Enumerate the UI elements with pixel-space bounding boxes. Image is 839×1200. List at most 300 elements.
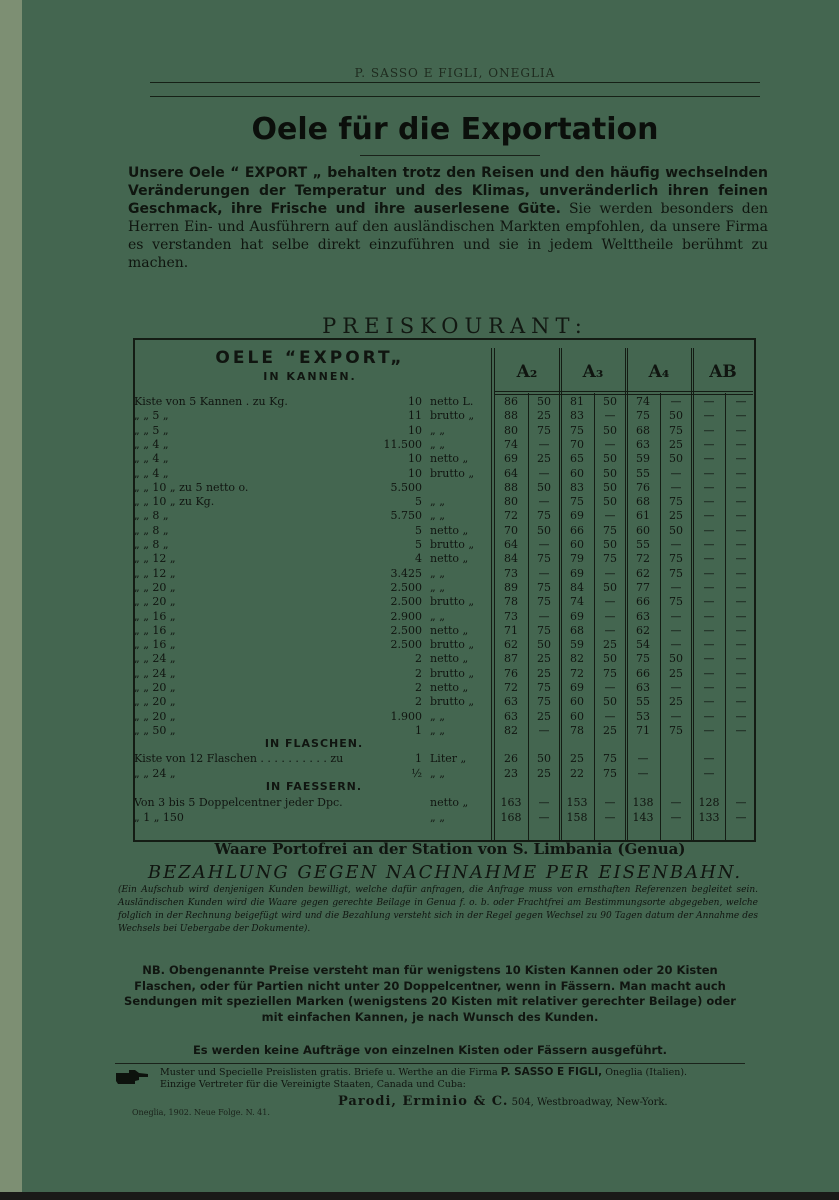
row-price: — xyxy=(604,681,616,694)
row-quantity: 2.500 xyxy=(390,623,422,637)
row-price: 75 xyxy=(537,580,551,594)
row-price: 69 xyxy=(570,681,584,694)
row-description: „ „ 16 „ xyxy=(134,623,176,637)
row-price: — xyxy=(604,595,616,609)
row-type: brutto „ xyxy=(430,466,475,480)
table-row xyxy=(134,624,754,638)
row-price: — xyxy=(735,595,747,609)
row-price: 25 xyxy=(669,437,683,451)
row-price: — xyxy=(604,409,616,423)
table-row xyxy=(134,524,754,538)
row-price: 26 xyxy=(504,752,518,765)
row-price: 72 xyxy=(636,552,650,566)
row-price: — xyxy=(703,623,715,637)
row-price: 78 xyxy=(504,595,518,609)
row-price: 69 xyxy=(570,609,584,623)
row-price: 75 xyxy=(669,595,683,609)
row-price: 62 xyxy=(636,566,650,580)
row-price: — xyxy=(735,423,747,437)
row-price: 153 xyxy=(566,796,588,809)
product-subtitle: IN KANNEN. xyxy=(263,370,357,383)
row-price: 60 xyxy=(570,709,584,723)
table-row xyxy=(134,552,754,566)
row-price: — xyxy=(604,509,616,523)
col-head-ab: AB xyxy=(709,362,737,382)
table-row xyxy=(134,610,754,624)
row-price: — xyxy=(735,552,747,566)
row-quantity: 5 xyxy=(415,495,422,509)
table-row xyxy=(134,409,754,423)
row-price: 68 xyxy=(636,495,650,509)
row-description: „ „ 4 „ xyxy=(134,466,169,480)
row-price: 82 xyxy=(570,652,584,666)
row-price: — xyxy=(703,638,715,652)
footer-rule xyxy=(115,1063,745,1064)
row-price: 64 xyxy=(504,538,518,551)
row-price: — xyxy=(604,811,616,824)
row-type: „ „ xyxy=(430,437,445,451)
row-price: — xyxy=(703,723,715,737)
row-quantity: 2 xyxy=(415,695,422,709)
row-description: „ „ 24 „ xyxy=(134,766,176,780)
col-head-a3: A₃ xyxy=(582,362,604,382)
row-price: — xyxy=(703,423,715,437)
row-price: 50 xyxy=(603,452,617,466)
row-price: 60 xyxy=(636,523,650,537)
row-price: — xyxy=(735,723,747,737)
row-price: 50 xyxy=(603,652,617,666)
row-price: — xyxy=(703,452,715,466)
row-price: 62 xyxy=(504,638,518,652)
row-price: — xyxy=(538,466,550,480)
row-type: brutto „ xyxy=(430,695,475,709)
row-price: 72 xyxy=(504,681,518,694)
row-price: — xyxy=(703,395,715,408)
row-price: 80 xyxy=(504,495,518,509)
table-row xyxy=(134,509,754,523)
row-price: 50 xyxy=(669,523,683,537)
row-quantity: 2.900 xyxy=(390,609,422,623)
row-price: 75 xyxy=(537,423,551,437)
row-description: „ „ 12 „ xyxy=(134,566,176,580)
row-price: 81 xyxy=(570,395,584,408)
row-price: — xyxy=(703,695,715,709)
row-price: — xyxy=(670,681,682,694)
row-description: „ „ 50 „ xyxy=(134,723,176,737)
row-price: 63 xyxy=(504,709,518,723)
row-price: — xyxy=(703,523,715,537)
row-price: 83 xyxy=(570,409,584,423)
row-price: — xyxy=(670,811,682,824)
row-quantity: 2.500 xyxy=(390,638,422,652)
row-price: — xyxy=(538,495,550,509)
row-quantity: 5 xyxy=(415,523,422,537)
row-price: 25 xyxy=(537,652,551,666)
row-type: „ „ xyxy=(430,423,445,437)
row-quantity: ½ xyxy=(411,766,422,780)
page-title: Oele für die Exportation xyxy=(251,112,659,147)
row-price: 70 xyxy=(570,437,584,451)
row-description: „ „ 4 „ xyxy=(134,437,169,451)
row-price: — xyxy=(735,495,747,509)
row-price: — xyxy=(703,752,715,765)
table-row xyxy=(134,638,754,652)
row-quantity: 2 xyxy=(415,681,422,694)
row-description: „ „ 4 „ xyxy=(134,452,169,466)
row-description: „ „ 24 „ xyxy=(134,666,176,680)
row-price: 50 xyxy=(537,752,551,765)
row-price: 75 xyxy=(537,695,551,709)
table-row xyxy=(134,438,754,452)
table-row xyxy=(134,467,754,481)
row-type: „ „ xyxy=(430,509,445,523)
row-price: 75 xyxy=(537,552,551,566)
row-price: 25 xyxy=(603,638,617,652)
row-price: 69 xyxy=(504,452,518,466)
row-price: — xyxy=(703,609,715,623)
row-price: 163 xyxy=(500,796,522,809)
row-type: netto „ xyxy=(430,681,469,694)
row-price: 80 xyxy=(504,423,518,437)
row-description: „ „ 10 „ zu Kg. xyxy=(134,495,215,509)
row-price: — xyxy=(670,580,682,594)
row-description: „ 1 „ 150 xyxy=(134,811,184,824)
row-price: — xyxy=(538,796,550,809)
row-price: 88 xyxy=(504,480,518,494)
table-row xyxy=(134,452,754,466)
row-price: — xyxy=(670,709,682,723)
row-price: — xyxy=(538,437,550,451)
row-type: netto „ xyxy=(430,796,469,809)
row-price: 62 xyxy=(636,623,650,637)
row-price: — xyxy=(703,666,715,680)
row-quantity: 1 xyxy=(415,723,422,737)
row-price: — xyxy=(735,466,747,480)
row-price: — xyxy=(735,452,747,466)
footer-firm: P. SASSO E FIGLI, xyxy=(500,1066,603,1078)
row-quantity: 10 xyxy=(408,395,422,408)
row-quantity: 11 xyxy=(408,409,422,423)
row-price: 25 xyxy=(537,666,551,680)
row-price: 54 xyxy=(636,638,650,652)
row-price: — xyxy=(735,609,747,623)
row-quantity: 5.500 xyxy=(390,480,422,494)
paper-edge xyxy=(0,0,22,1200)
row-quantity: 10 xyxy=(408,452,422,466)
row-price: 76 xyxy=(636,480,650,494)
row-price: 168 xyxy=(500,811,522,824)
row-price: — xyxy=(735,666,747,680)
row-price: 50 xyxy=(603,466,617,480)
row-type: „ „ xyxy=(430,609,445,623)
table-row xyxy=(134,710,754,724)
row-price: 50 xyxy=(669,652,683,666)
row-price: — xyxy=(703,552,715,566)
row-price: — xyxy=(735,409,747,423)
row-price: 50 xyxy=(603,480,617,494)
row-price: 25 xyxy=(537,709,551,723)
row-type: „ „ xyxy=(430,766,445,780)
row-price: — xyxy=(735,623,747,637)
row-price: — xyxy=(604,437,616,451)
row-price: — xyxy=(703,681,715,694)
row-price: — xyxy=(670,466,682,480)
row-price: 25 xyxy=(669,509,683,523)
row-price: 68 xyxy=(570,623,584,637)
row-price: 75 xyxy=(537,681,551,694)
nb-last-line: Es werden keine Aufträge von einzelnen Kisten oder Fässern ausgeführt. xyxy=(192,1043,668,1057)
row-price: 73 xyxy=(504,609,518,623)
paper-bottom-edge xyxy=(0,1192,839,1200)
row-price: 55 xyxy=(636,538,650,551)
row-price: 89 xyxy=(504,580,518,594)
row-type: netto „ xyxy=(430,652,469,666)
row-price: 50 xyxy=(537,480,551,494)
table-row xyxy=(134,724,754,738)
row-price: — xyxy=(735,652,747,666)
row-price: 73 xyxy=(504,566,518,580)
row-price: 50 xyxy=(603,423,617,437)
row-price: 72 xyxy=(504,509,518,523)
row-price: 55 xyxy=(636,695,650,709)
row-price: 72 xyxy=(570,666,584,680)
row-type: „ „ xyxy=(430,811,445,824)
intro-bold: Unsere Oele “ EXPORT „ behalten trotz den Reisen und den häufig wechselnden Veränderungen der Temperatur und des Klimas, unveränderlich ihren feinen Geschmack, ihre Frische und ihre auserlesene Güte. xyxy=(128,165,768,217)
col-head-a4: A₄ xyxy=(648,362,670,382)
row-price: — xyxy=(538,723,550,737)
table-row xyxy=(134,424,754,438)
row-quantity: 2 xyxy=(415,652,422,666)
row-price: — xyxy=(703,766,715,780)
row-price: 75 xyxy=(537,623,551,637)
row-price: 75 xyxy=(669,723,683,737)
row-quantity: 11.500 xyxy=(383,437,422,451)
row-type: brutto „ xyxy=(430,638,475,652)
row-price: — xyxy=(637,766,649,780)
row-price: 59 xyxy=(570,638,584,652)
row-price: 63 xyxy=(636,609,650,623)
footer-small-print: Oneglia, 1902. Neue Folge. N. 41. xyxy=(132,1108,270,1117)
row-price: 25 xyxy=(669,695,683,709)
row-price: 22 xyxy=(570,766,584,780)
row-price: 143 xyxy=(632,811,654,824)
portofrei-line: Waare Portofrei an der Station von S. Limbania (Genua) xyxy=(214,840,686,858)
section-flaschen: IN FLASCHEN. xyxy=(264,737,364,750)
row-price: 75 xyxy=(669,552,683,566)
row-price: — xyxy=(735,437,747,451)
row-type: Liter „ xyxy=(430,752,467,765)
row-price: 23 xyxy=(504,766,518,780)
row-price: 75 xyxy=(603,766,617,780)
row-price: — xyxy=(703,466,715,480)
row-type: „ „ xyxy=(430,709,445,723)
footer-place: Oneglia (Italien). xyxy=(605,1067,688,1078)
row-price: — xyxy=(604,623,616,637)
row-price: — xyxy=(703,538,715,551)
row-price: 59 xyxy=(636,452,650,466)
row-type: netto „ xyxy=(430,623,469,637)
intro-paragraph xyxy=(128,164,768,272)
row-price: — xyxy=(538,538,550,551)
row-type: brutto „ xyxy=(430,409,475,423)
row-price: 25 xyxy=(603,723,617,737)
row-price: — xyxy=(735,709,747,723)
footer-parodi xyxy=(338,1094,668,1109)
row-price: — xyxy=(735,695,747,709)
row-price: 158 xyxy=(566,811,588,824)
row-type: netto „ xyxy=(430,452,469,466)
row-price: 50 xyxy=(603,495,617,509)
row-price: — xyxy=(703,709,715,723)
row-price: — xyxy=(703,480,715,494)
row-price: 75 xyxy=(669,423,683,437)
row-quantity: 4 xyxy=(415,552,422,566)
row-price: — xyxy=(703,409,715,423)
row-price: 87 xyxy=(504,652,518,666)
row-price: — xyxy=(735,395,747,408)
row-price: 79 xyxy=(570,552,584,566)
table-row xyxy=(134,567,754,581)
row-type: „ „ xyxy=(430,566,445,580)
table-row xyxy=(134,752,754,766)
row-price: — xyxy=(703,437,715,451)
row-price: 68 xyxy=(636,423,650,437)
table-row xyxy=(134,667,754,681)
row-quantity: 2.500 xyxy=(390,580,422,594)
row-price: 77 xyxy=(636,580,650,594)
row-price: 25 xyxy=(570,752,584,765)
row-description: „ „ 16 „ xyxy=(134,609,176,623)
row-price: 63 xyxy=(636,437,650,451)
row-price: 66 xyxy=(636,595,650,609)
row-price: 75 xyxy=(603,552,617,566)
row-quantity: 10 xyxy=(408,423,422,437)
row-price: — xyxy=(735,538,747,551)
row-price: 69 xyxy=(570,509,584,523)
row-price: 60 xyxy=(570,466,584,480)
row-price: 75 xyxy=(669,495,683,509)
preiskourant-heading: PREISKOURANT: xyxy=(322,314,588,338)
row-description: „ „ 8 „ xyxy=(134,509,169,523)
section-faessern: IN FAESSERN. xyxy=(265,780,363,793)
row-price: 75 xyxy=(537,509,551,523)
footer-address: 504, Westbroadway, New-York. xyxy=(511,1097,668,1108)
row-price: — xyxy=(703,595,715,609)
row-price: 88 xyxy=(504,409,518,423)
row-price: — xyxy=(735,681,747,694)
row-price: 75 xyxy=(570,495,584,509)
nb-paragraph: NB. Obengenannte Preise versteht man für wenigstens 10 Kisten Kannen oder 20 Kisten Flaschen, oder für Partien nicht unter 20 Doppelcentner, wenn in Fässern. Man macht auch Sendungen mit speziellen Marken (wenigstens 20 Kisten mit relativer gerechter Beilage) oder mit einfachen Kannen, je nach Wunsch des Kunden. xyxy=(124,963,736,1024)
row-price: 25 xyxy=(669,666,683,680)
row-type: „ „ xyxy=(430,495,445,509)
row-quantity: 1.900 xyxy=(390,709,422,723)
row-price: — xyxy=(538,811,550,824)
row-price: 84 xyxy=(570,580,584,594)
row-description: „ „ 8 „ xyxy=(134,538,169,551)
firm-header: P. SASSO E FIGLI, ONEGLIA xyxy=(354,66,556,80)
row-price: — xyxy=(538,566,550,580)
row-price: — xyxy=(735,638,747,652)
row-price: 75 xyxy=(603,752,617,765)
row-price: 50 xyxy=(669,452,683,466)
row-price: 61 xyxy=(636,509,650,523)
row-price: 133 xyxy=(698,811,720,824)
row-type: „ „ xyxy=(430,580,445,594)
row-price: — xyxy=(735,523,747,537)
table-row xyxy=(134,495,754,509)
row-price: — xyxy=(604,709,616,723)
row-price: 74 xyxy=(570,595,584,609)
row-price: — xyxy=(703,580,715,594)
row-type: netto L. xyxy=(430,395,474,408)
row-price: 71 xyxy=(636,723,650,737)
table-row xyxy=(134,395,754,409)
row-price: 25 xyxy=(537,409,551,423)
row-quantity: 1 xyxy=(415,752,422,765)
row-description: „ „ 24 „ xyxy=(134,652,176,666)
row-price: — xyxy=(670,480,682,494)
pointing-hand-icon xyxy=(115,1068,149,1086)
table-row xyxy=(134,681,754,695)
row-price: 50 xyxy=(603,395,617,408)
row-price: — xyxy=(670,623,682,637)
row-price: 66 xyxy=(570,523,584,537)
row-price: — xyxy=(703,495,715,509)
row-price: 66 xyxy=(636,666,650,680)
ornament-rule xyxy=(360,155,540,156)
row-price: 83 xyxy=(570,480,584,494)
row-price: 60 xyxy=(570,695,584,709)
col-head-a2: A₂ xyxy=(516,362,538,382)
row-description: „ „ 10 „ zu 5 netto o. xyxy=(134,480,249,494)
row-quantity: 2.500 xyxy=(390,595,422,609)
table-row xyxy=(134,695,754,709)
row-price: — xyxy=(735,566,747,580)
row-price: 50 xyxy=(603,538,617,551)
header-rule-2 xyxy=(150,96,760,97)
table-row xyxy=(134,581,754,595)
row-price: 74 xyxy=(636,395,650,408)
row-description: „ „ 20 „ xyxy=(134,595,176,609)
header-underline xyxy=(494,391,753,392)
row-type: netto „ xyxy=(430,552,469,566)
table-row xyxy=(134,481,754,495)
row-quantity: 10 xyxy=(408,466,422,480)
row-price: — xyxy=(604,796,616,809)
row-price: 86 xyxy=(504,395,518,408)
row-description: Kiste von 12 Flaschen . . . . . . . . . . zu xyxy=(134,752,344,765)
footer-line1: Muster und Specielle Preislisten gratis. Briefe u. Werthe an die Firma xyxy=(160,1067,498,1078)
footer-line2: Einzige Vertreter für die Vereinigte Staaten, Canada und Cuba: xyxy=(160,1079,466,1090)
row-price: 63 xyxy=(636,681,650,694)
table-row xyxy=(134,595,754,609)
row-description: „ „ 20 „ xyxy=(134,580,176,594)
row-type: „ „ xyxy=(430,723,445,737)
row-price: 70 xyxy=(504,523,518,537)
row-quantity: 5 xyxy=(415,538,422,551)
row-type: brutto „ xyxy=(430,538,475,551)
row-description: „ „ 5 „ xyxy=(134,409,169,423)
row-price: 128 xyxy=(698,796,720,809)
table-row xyxy=(134,538,754,552)
table-row xyxy=(134,767,754,781)
bezahlung-note: (Ein Aufschub wird denjenigen Kunden bewilligt, welche dafür anfragen, die Anfrage muss von ernsthaften Referenzen begleitet sein. Ausländischen Kunden wird die Waare gegen gerechte Beilage in Genua f. o. b. oder Frachtfrei am Bestimmungsorte abgegeben, welche folglich in der Rechnung beigefügt wird und die Bezahlung versteht sich in der Regel gegen Wechsel zu 90 Tagen datum der Annahme des Wechsels bei Uebergabe der Dokumente). xyxy=(118,885,758,934)
row-price: 84 xyxy=(504,552,518,566)
row-price: 55 xyxy=(636,466,650,480)
row-price: — xyxy=(735,796,747,809)
row-price: 53 xyxy=(636,709,650,723)
row-price: 50 xyxy=(603,695,617,709)
